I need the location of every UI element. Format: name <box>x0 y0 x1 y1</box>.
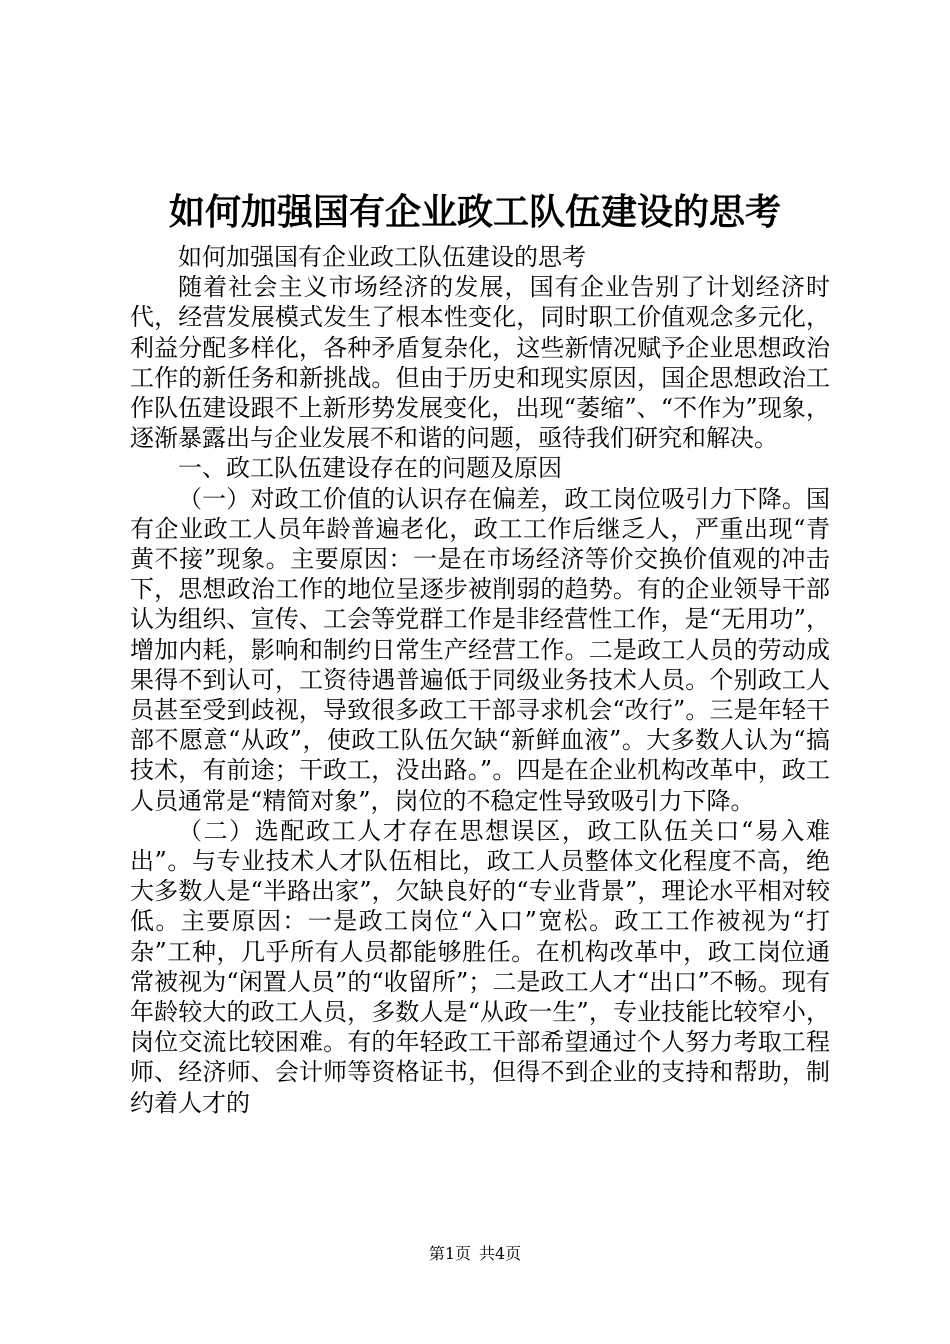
paragraph-section-1: （一）对政工价值的认识存在偏差，政工岗位吸引力下降。国有企业政工人员年龄普遍老化，政工工作后继乏人，严重出现“青黄不接”现象。主要原因：一是在市场经济等价交换价值观的冲击下，思想政治工作的地位呈逐步被削弱的趋势。有的企业领导干部认为组织、宣传、工会等党群工作是非经营性工作，是“无用功”，增加内耗，影响和制约日常生产经营工作。二是政工人员的劳动成果得不到认可，工资待遇普遍低于同级业务技术人员。个别政工人员甚至受到歧视，导致很多政工干部寻求机会“改行”。三是年轻干部不愿意“从政”，使政工队伍欠缺“新鲜血液”。大多数人认为“搞技术，有前途；干政工，没出路。”。四是在企业机构改革中，政工人员通常是“精简对象”，岗位的不稳定性导致吸引力下降。 <box>130 484 830 815</box>
section-heading: 一、政工队伍建设存在的问题及原因 <box>178 454 562 483</box>
page-number: 第1页 <box>428 1244 471 1263</box>
page-total: 共4页 <box>479 1244 522 1263</box>
document-title: 如何加强国有企业政工队伍建设的思考 <box>168 191 781 233</box>
paragraph-subtitle: 如何加强国有企业政工队伍建设的思考 <box>178 243 586 271</box>
document-body <box>130 242 830 1118</box>
paragraph-section-2: （二）选配政工人才存在思想误区，政工队伍关口“易入难出”。与专业技术人才队伍相比，政工人员整体文化程度不高，绝大多数人是“半路出家”，欠缺良好的“专业背景”，理论水平相对较低。主要原因：一是政工岗位“入口”宽松。政工工作被视为“打杂”工种，几乎所有人员都能够胜任。在机构改革中，政工岗位通常被视为“闲置人员”的“收留所”；二是政工人才“出口”不畅。现有年龄较大的政工人员，多数人是“从政一生”，专业技能比较窄小，岗位交流比较困难。有的年轻政工干部希望通过个人努力考取工程师、经济师、会计师等资格证书，但得不到企业的支持和帮助，制约着人才的 <box>130 816 830 1117</box>
paragraph-intro: 随着社会主义市场经济的发展，国有企业告别了计划经济时代，经营发展模式发生了根本性变化，同时职工价值观念多元化，利益分配多样化，各种矛盾复杂化，这些新情况赋予企业思想政治工作的新任务和新挑战。但由于历史和现实原因，国企思想政治工作队伍建设跟不上新形势发展变化，出现“萎缩”、“不作为”现象，逐渐暴露出与企业发展不和谐的问题，亟待我们研究和解决。 <box>130 273 830 453</box>
page-footer <box>0 1244 950 1264</box>
